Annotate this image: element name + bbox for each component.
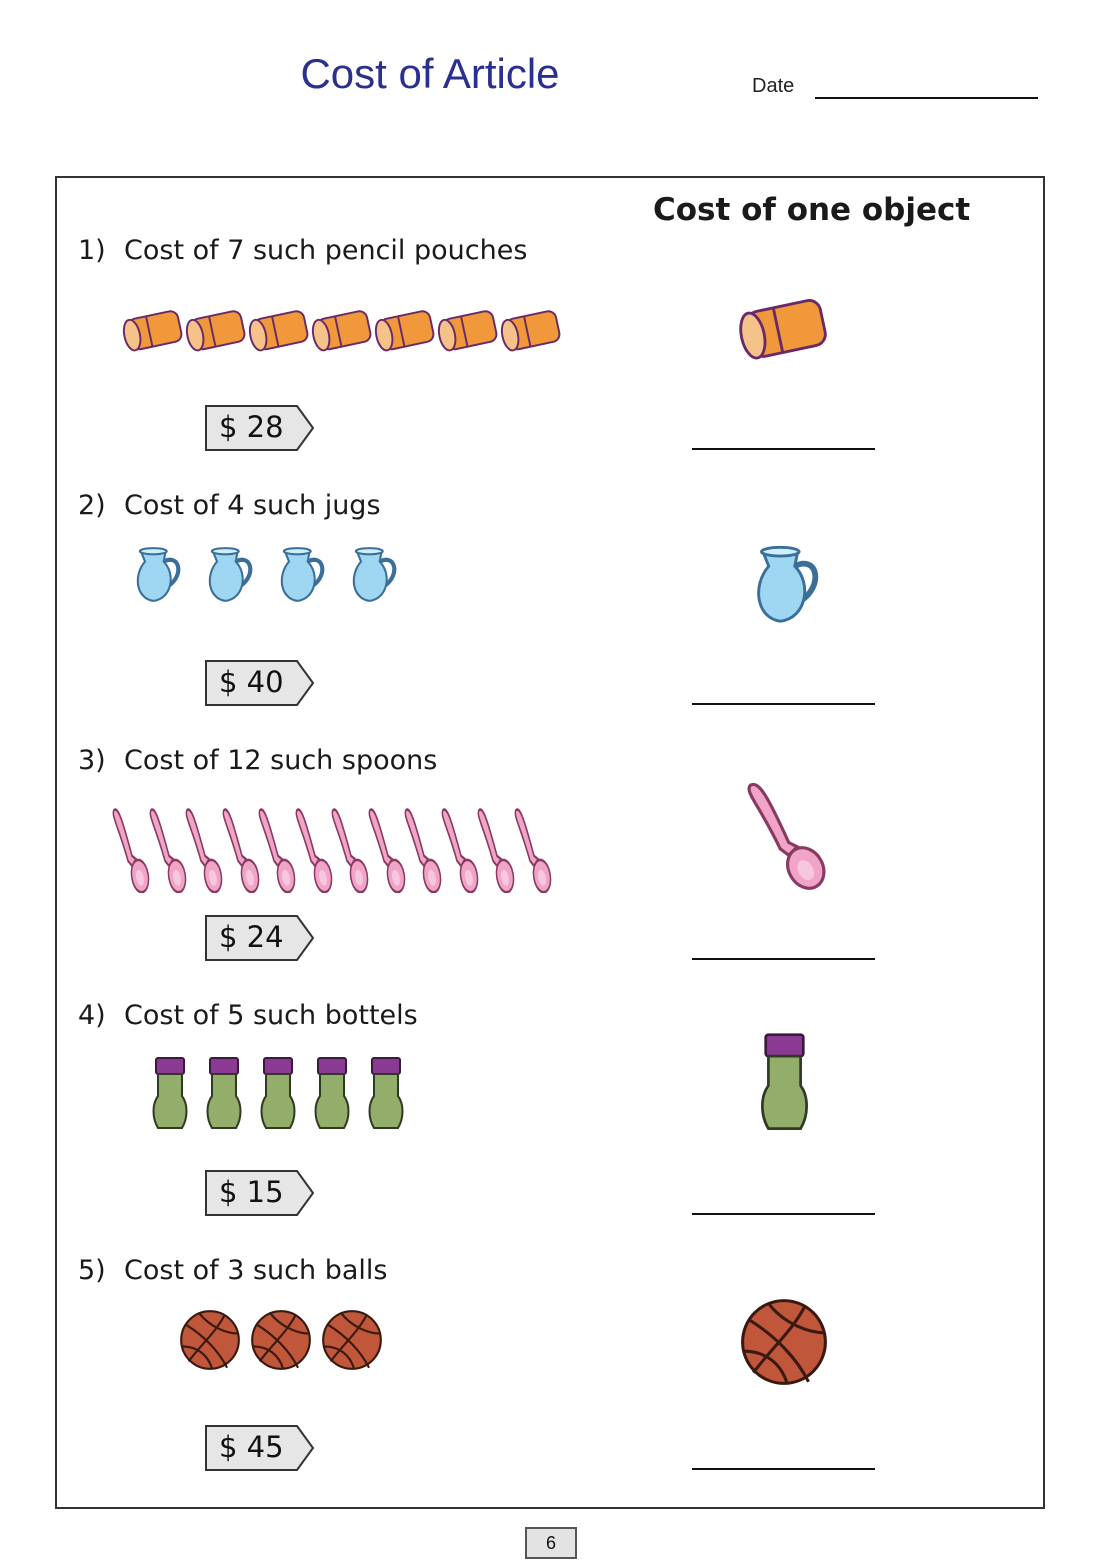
price-tag [205, 915, 315, 961]
price-tag [205, 405, 315, 451]
pencil-pouch-icon [309, 300, 377, 360]
spoon-icon [147, 805, 187, 893]
price-value: $ 40 [219, 665, 284, 699]
answer-line[interactable] [692, 448, 875, 450]
jug-icon [748, 543, 830, 631]
spoon-icon [329, 805, 369, 893]
jug-icon [204, 545, 259, 605]
bottle-icon [757, 1032, 812, 1138]
spoon-icon [256, 805, 296, 893]
jug-group [100, 545, 600, 605]
spoon-icon [366, 805, 406, 893]
price-tag [205, 660, 315, 706]
question-text: Cost of 5 such bottels [124, 1000, 418, 1031]
spoon-icon [293, 805, 333, 893]
date-label: Date [752, 75, 795, 97]
question-number: 4) [78, 1000, 106, 1031]
spoon-group [110, 805, 610, 895]
pencil-pouch-icon [372, 300, 440, 360]
question-5 [78, 1255, 387, 1286]
price-value: $ 45 [219, 1430, 284, 1464]
spoon-icon [110, 805, 150, 893]
price-value: $ 15 [219, 1175, 284, 1209]
bottle-icon [150, 1055, 190, 1133]
question-1 [78, 235, 527, 266]
question-text: Cost of 12 such spoons [124, 745, 438, 776]
answer-line[interactable] [692, 958, 875, 960]
basketball-icon [249, 1308, 313, 1372]
bottle-icon [258, 1055, 298, 1133]
basketball-group [178, 1308, 678, 1372]
question-number: 2) [78, 490, 106, 521]
bottle-group [100, 1055, 600, 1135]
question-number: 5) [78, 1255, 106, 1286]
spoon-icon [512, 805, 552, 893]
question-number: 1) [78, 235, 106, 266]
spoon-icon [475, 805, 515, 893]
question-text: Cost of 4 such jugs [124, 490, 381, 521]
pencil-pouch-icon [120, 300, 188, 360]
question-3 [78, 745, 437, 776]
question-number: 3) [78, 745, 106, 776]
spoon-icon [742, 778, 827, 894]
answer-line[interactable] [692, 1213, 875, 1215]
basketball-icon [178, 1308, 242, 1372]
spoon-icon [183, 805, 223, 893]
price-tag [205, 1170, 315, 1216]
question-text: Cost of 7 such pencil pouches [124, 235, 528, 266]
price-tag [205, 1425, 315, 1471]
pencil-pouch-icon [183, 300, 251, 360]
jug-icon [132, 545, 187, 605]
bottle-icon [366, 1055, 406, 1133]
price-value: $ 28 [219, 410, 284, 444]
page-title: Cost of Article [300, 50, 560, 97]
pencil-pouch-icon [246, 300, 314, 360]
question-4 [78, 1000, 418, 1031]
jug-icon [276, 545, 331, 605]
jug-icon [348, 545, 403, 605]
pencil-pouch-icon [498, 300, 566, 360]
pencil-pouch-icon [435, 300, 503, 360]
bottle-icon [312, 1055, 352, 1133]
column-heading: Cost of one object [653, 192, 971, 228]
bottle-icon [204, 1055, 244, 1133]
price-value: $ 24 [219, 920, 284, 954]
page-number: 6 [525, 1527, 577, 1559]
basketball-icon [320, 1308, 384, 1372]
spoon-icon [402, 805, 442, 893]
pencil-pouch-icon [735, 288, 835, 372]
answer-line[interactable] [692, 1468, 875, 1470]
question-text: Cost of 3 such balls [124, 1255, 388, 1286]
pencil-pouch-group [100, 300, 600, 360]
spoon-icon [220, 805, 260, 893]
question-2 [78, 490, 381, 521]
basketball-icon [738, 1296, 830, 1392]
answer-line[interactable] [692, 703, 875, 705]
date-field[interactable] [815, 97, 1038, 99]
spoon-icon [439, 805, 479, 893]
